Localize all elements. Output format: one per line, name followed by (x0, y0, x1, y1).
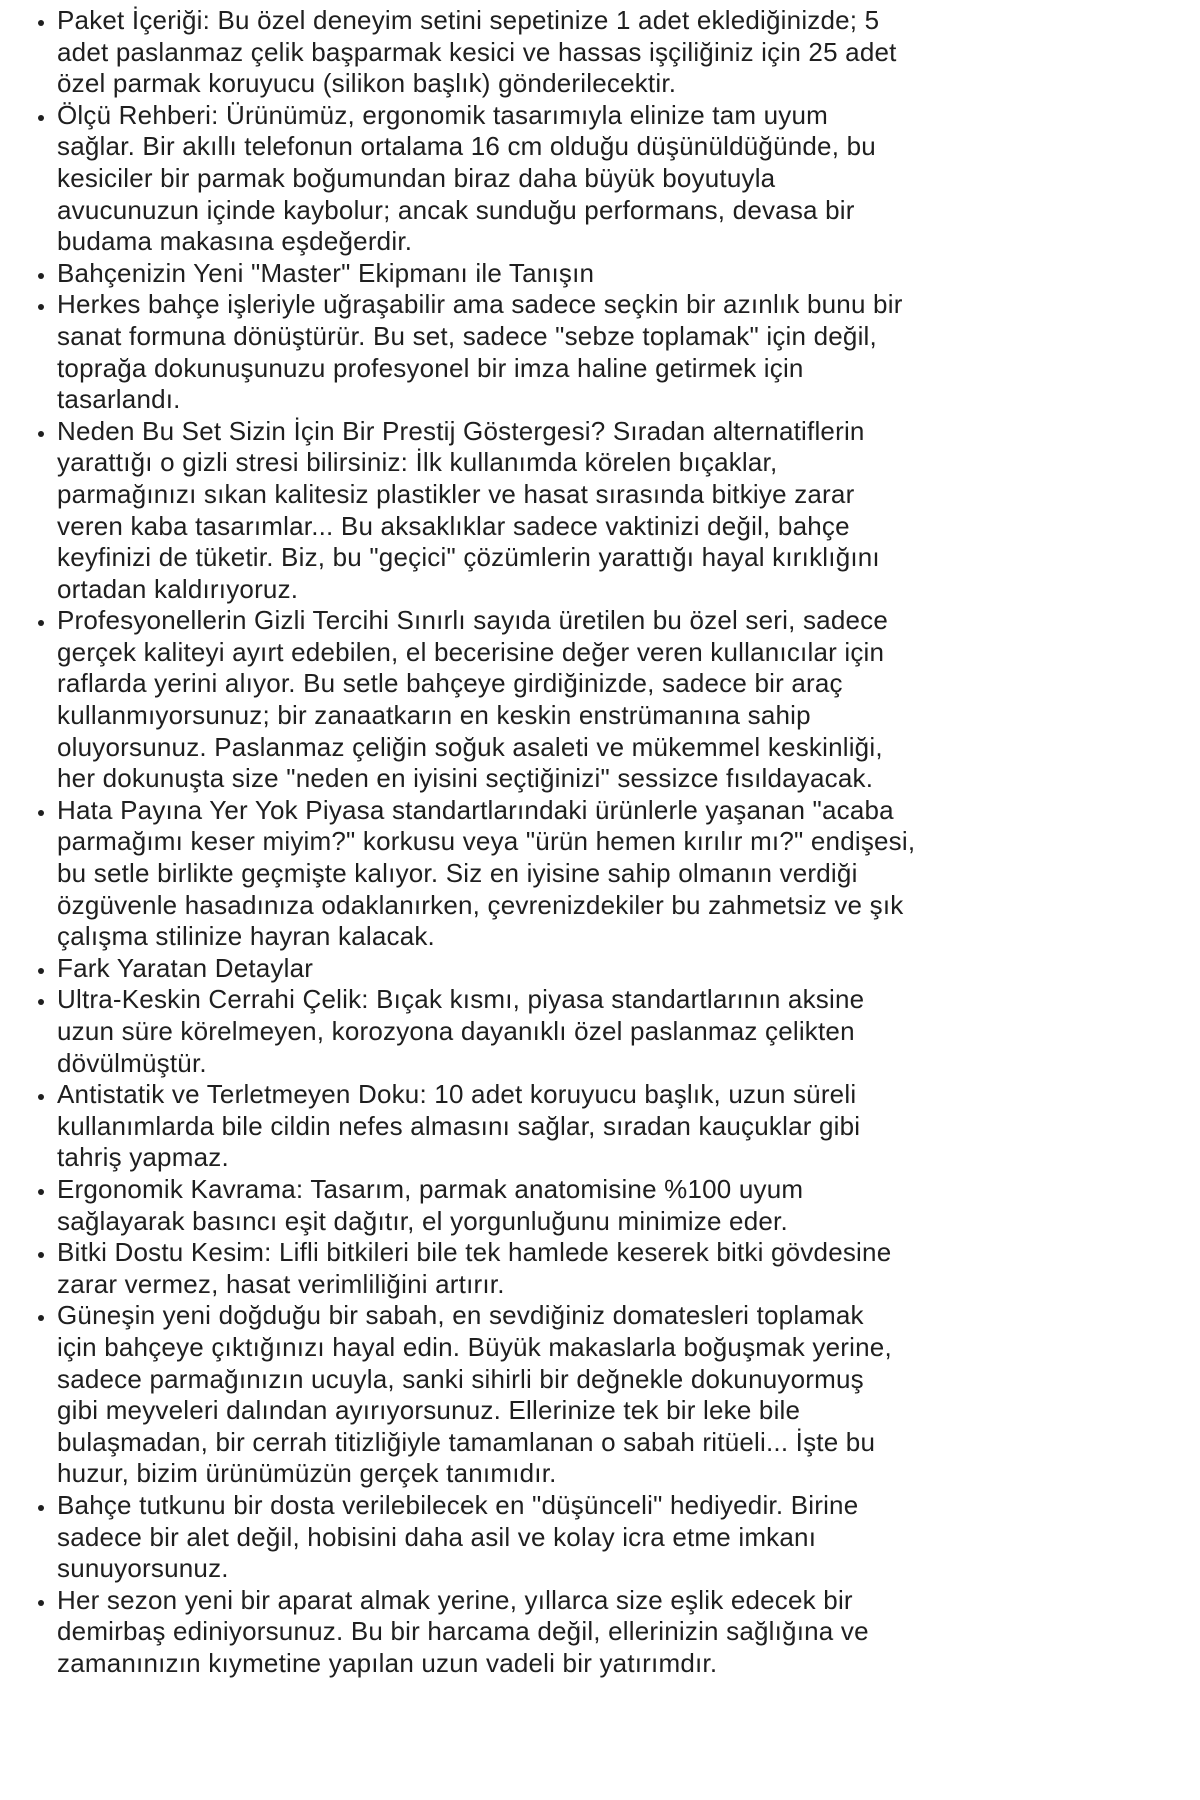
bullet-list (0, 5, 1200, 1679)
list-item: • Her sezon yeni bir aparat almak yerine, yıllarca size eşlik edecek bir demirbaş ediniyorsunuz. Bu bir harcama değil, ellerinizin sağlığına ve zamanınızın kıymetine yapılan uzun vadeli bir yatırımdır. (57, 1585, 1184, 1680)
list-item: • Ultra-Keskin Cerrahi Çelik: Bıçak kısmı, piyasa standartlarının aksine uzun süre körelmeyen, korozyona dayanıklı özel paslanmaz çelikten dövülmüştür. (57, 984, 1184, 1079)
list-item: • Bahçenizin Yeni "Master" Ekipmanı ile Tanışın (57, 258, 1184, 290)
list-item: • Herkes bahçe işleriyle uğraşabilir ama sadece seçkin bir azınlık bunu bir sanat formuna dönüştürür. Bu set, sadece "sebze toplamak" için değil, toprağa dokunuşunuzu profesyonel bir imza haline getirmek için tasarlandı. (57, 289, 1184, 415)
list-item: • Paket İçeriği: Bu özel deneyim setini sepetinize 1 adet eklediğinizde; 5 adet paslanmaz çelik başparmak kesici ve hassas işçiliğiniz için 25 adet özel parmak koruyucu (silikon başlık) gönderilecektir. (57, 5, 1184, 100)
list-item: • Ölçü Rehberi: Ürünümüz, ergonomik tasarımıyla elinize tam uyum sağlar. Bir akıllı telefonun ortalama 16 cm olduğu düşünüldüğünde, bu kesiciler bir parmak boğumundan biraz daha büyük boyutuyla avucunuzun içinde kaybolur; ancak sunduğu performans, devasa bir budama makasına eşdeğerdir. (57, 100, 1184, 258)
list-item: • Ergonomik Kavrama: Tasarım, parmak anatomisine %100 uyum sağlayarak basıncı eşit dağıtır, el yorgunluğunu minimize eder. (57, 1174, 1184, 1237)
list-item: • Neden Bu Set Sizin İçin Bir Prestij Göstergesi? Sıradan alternatiflerin yarattığı o gizli stresi bilirsiniz: İlk kullanımda körelen bıçaklar, parmağınızı sıkan kalitesiz plastikler ve hasat sırasında bitkiye zarar veren kaba tasarımlar... Bu aksaklıklar sadece vaktinizi değil, bahçe keyfinizi de tüketir. Biz, bu "geçici" çözümlerin yarattığı hayal kırıklığını ortadan kaldırıyoruz. (57, 416, 1184, 606)
list-item: • Güneşin yeni doğduğu bir sabah, en sevdiğiniz domatesleri toplamak için bahçeye çıktığınızı hayal edin. Büyük makaslarla boğuşmak yerine, sadece parmağınızın ucuyla, sanki sihirli bir değnekle dokunuyormuş gibi meyveleri dalından ayırıyorsunuz. Ellerinize tek bir leke bile bulaşmadan, bir cerrah titizliğiyle tamamlanan o sabah ritüeli... İşte bu huzur, bizim ürünümüzün gerçek tanımıdır. (57, 1300, 1184, 1490)
list-item: • Profesyonellerin Gizli Tercihi Sınırlı sayıda üretilen bu özel seri, sadece gerçek kaliteyi ayırt edebilen, el becerisine değer veren kullanıcılar için raflarda yerini alıyor. Bu setle bahçeye girdiğinizde, sadece bir araç kullanmıyorsunuz; bir zanaatkarın en keskin enstrümanına sahip oluyorsunuz. Paslanmaz çeliğin soğuk asaleti ve mükemmel keskinliği, her dokunuşta size "neden en iyisini seçtiğinizi" sessizce fısıldayacak. (57, 605, 1184, 795)
list-item: • Antistatik ve Terletmeyen Doku: 10 adet koruyucu başlık, uzun süreli kullanımlarda bile cildin nefes almasını sağlar, sıradan kauçuklar gibi tahriş yapmaz. (57, 1079, 1184, 1174)
list-item: • Fark Yaratan Detaylar (57, 953, 1184, 985)
list-item: • Hata Payına Yer Yok Piyasa standartlarındaki ürünlerle yaşanan "acaba parmağımı keser miyim?" korkusu veya "ürün hemen kırılır mı?" endişesi, bu setle birlikte geçmişte kalıyor. Siz en iyisine sahip olmanın verdiği özgüvenle hasadınıza odaklanırken, çevrenizdekiler bu zahmetsiz ve şık çalışma stilinize hayran kalacak. (57, 795, 1184, 953)
list-item: • Bitki Dostu Kesim: Lifli bitkileri bile tek hamlede keserek bitki gövdesine zarar vermez, hasat verimliliğini artırır. (57, 1237, 1184, 1300)
list-item: • Bahçe tutkunu bir dosta verilebilecek en "düşünceli" hediyedir. Birine sadece bir alet değil, hobisini daha asil ve kolay icra etme imkanı sunuyorsunuz. (57, 1490, 1184, 1585)
